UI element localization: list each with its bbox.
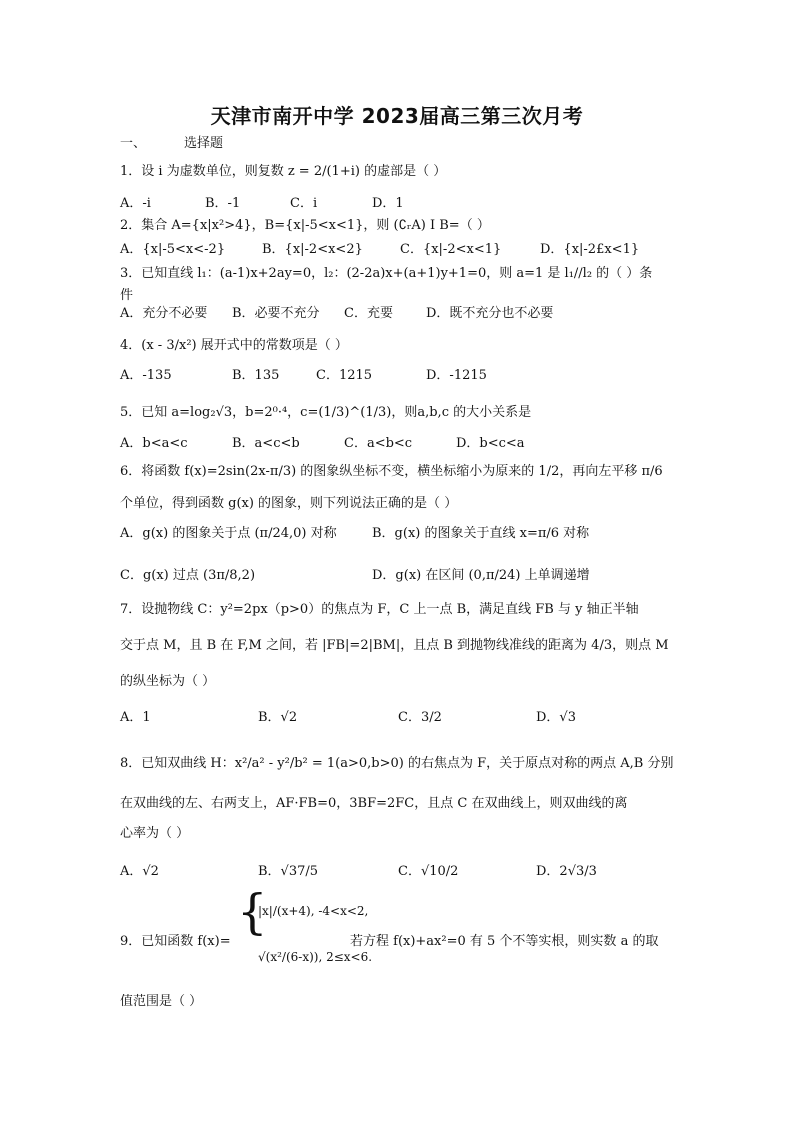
q1-option-c: C．i [290,196,318,211]
q4-option-a: A．-135 [120,368,172,383]
q3-option-a: A．充分不必要 [120,306,208,321]
q3-option-c: C．充要 [344,306,393,321]
q8-option-c: C．√10/2 [398,864,459,879]
q2-option-d: D．{x|-2£x<1} [540,242,640,257]
q8-option-b: B．√37/5 [258,864,319,879]
section-heading [120,132,223,151]
q3-option-b: B．必要不充分 [232,306,320,321]
question-7-stem: 7．设抛物线 C：y²=2px（p>0）的焦点为 F，C 上一点 B，满足直线 FB 与 y 轴正半轴 [120,602,639,617]
question-8-stem-cont-2: 心率为（ ） [120,826,190,841]
piecewise-brace: { [237,884,268,940]
question-4-stem: 4．(x - 3/x²) 展开式中的常数项是（ ） [120,338,348,353]
question-2-stem: 2．集合 A={x|x²>4}，B={x|-5<x<1}，则 (∁ᵣA) I B=（ ） [120,218,490,233]
q4-option-c: C．1215 [316,368,373,383]
q2-option-b: B．{x|-2<x<2} [262,242,363,257]
question-8-stem: 8．已知双曲线 H：x²/a² - y²/b² = 1(a>0,b>0) 的右焦点为 F，关于原点对称的两点 A,B 分别 [120,756,674,771]
question-6-stem-cont: 个单位，得到函数 g(x) 的图象，则下列说法正确的是（ ） [120,496,458,511]
q9-piece-1: |x|/(x+4), -4<x<2, [258,904,369,918]
q1-option-b: B．-1 [205,196,241,211]
page-title: 天津市南开中学 2023届高三第三次月考 [210,104,584,128]
q5-option-b: B．a<c<b [232,436,300,451]
question-7-stem-cont: 交于点 M，且 B 在 F,M 之间，若 |FB|=2|BM|，且点 B 到抛物线准线的距离为 4/3，则点 M [120,638,669,653]
q8-option-d: D．2√3/3 [536,864,597,879]
q1-option-a: A．-i [120,196,151,211]
question-8-stem-cont: 在双曲线的左、右两支上，AF·FB=0，3BF=2FC，且点 C 在双曲线上，则双曲线的离 [120,796,628,811]
question-9-stem: 9．已知函数 f(x)= [120,934,231,949]
q7-option-a: A．1 [120,710,151,725]
q6-option-c: C．g(x) 过点 (3π/8,2) [120,568,256,583]
question-3-stem-cont: 件 [120,288,134,303]
question-7-stem-cont-2: 的纵坐标为（ ） [120,674,216,689]
section-name: 选择题 [184,136,224,151]
q3-option-d: D．既不充分也不必要 [426,306,554,321]
question-9-stem-cont: 值范围是（ ） [120,994,203,1009]
q9-piece-2: √(x²/(6-x)), 2≤x<6. [258,950,373,964]
question-6-stem: 6．将函数 f(x)=2sin(2x-π/3) 的图象纵坐标不变，横坐标缩小为原来的 1/2，再向左平移 π/6 [120,464,663,479]
question-3-stem: 3．已知直线 l₁：(a-1)x+2ay=0，l₂：(2-2a)x+(a+1)y+1=0，则 a=1 是 l₁//l₂ 的（ ）条 [120,266,653,281]
q6-option-a: A．g(x) 的图象关于点 (π/24,0) 对称 [120,526,337,541]
question-9-stem-b: 若方程 f(x)+ax²=0 有 5 个不等实根，则实数 a 的取 [350,934,659,949]
q4-option-b: B．135 [232,368,280,383]
q2-option-c: C．{x|-2<x<1} [400,242,502,257]
q8-option-a: A．√2 [120,864,159,879]
question-5-stem: 5．已知 a=log₂√3，b=2⁰·⁴，c=(1/3)^(1/3)，则a,b,c 的大小关系是 [120,405,532,420]
q7-option-b: B．√2 [258,710,298,725]
section-number: 一、 [120,136,147,151]
q6-option-b: B．g(x) 的图象关于直线 x=π/6 对称 [372,526,590,541]
q1-option-d: D．1 [372,196,404,211]
q2-option-a: A．{x|-5<x<-2} [120,242,226,257]
q4-option-d: D．-1215 [426,368,487,383]
q5-option-a: A．b<a<c [120,436,188,451]
question-1-stem: 1．设 i 为虚数单位，则复数 z = 2/(1+i) 的虚部是（ ） [120,164,447,179]
q5-option-d: D．b<c<a [456,436,525,451]
q7-option-c: C．3/2 [398,710,442,725]
q5-option-c: C．a<b<c [344,436,413,451]
q6-option-d: D．g(x) 在区间 (0,π/24) 上单调递增 [372,568,590,583]
q7-option-d: D．√3 [536,710,576,725]
